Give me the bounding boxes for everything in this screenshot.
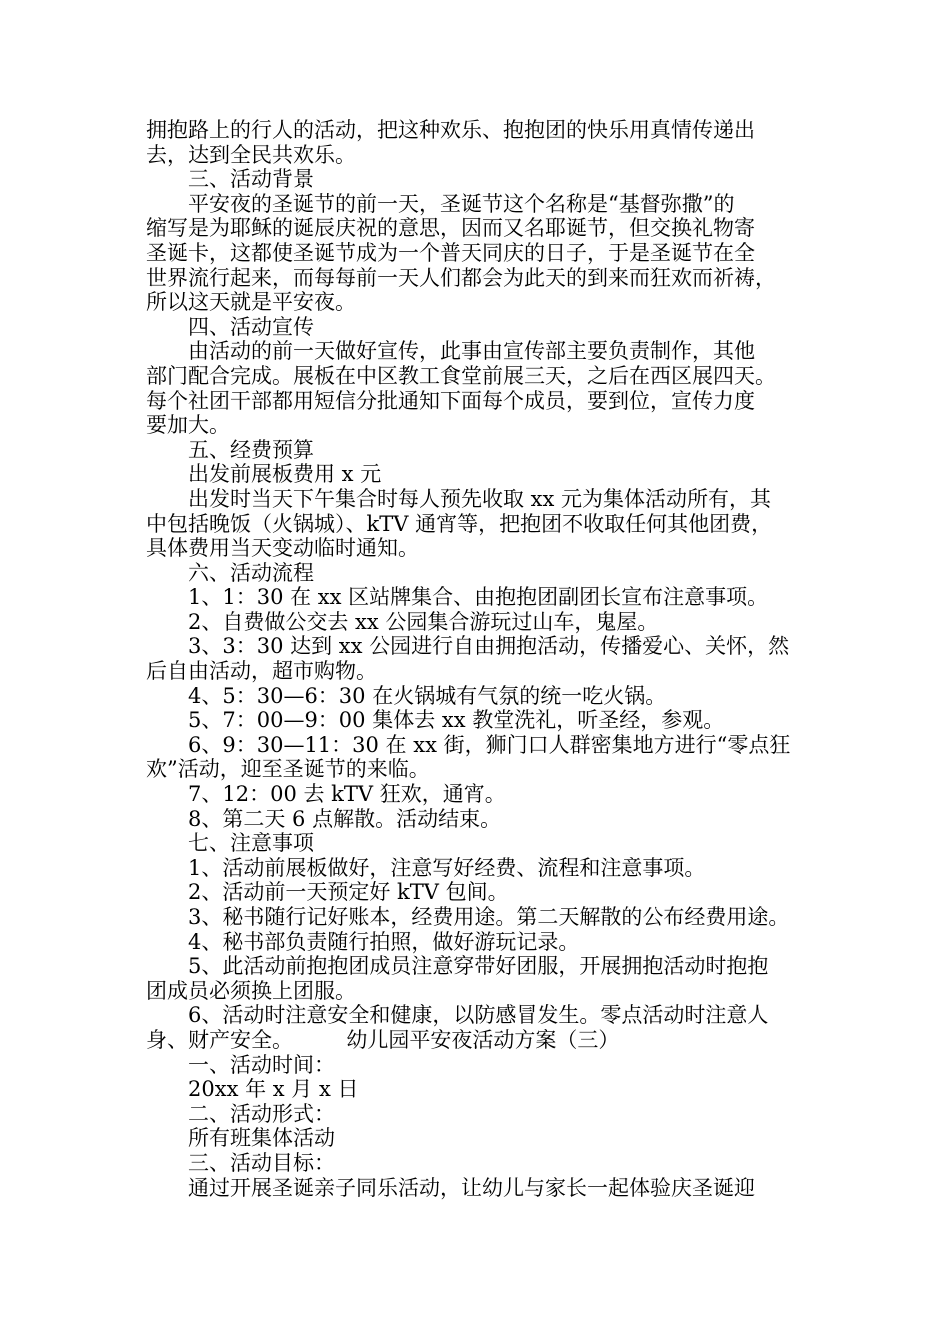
text-line: 团成员必须换上团服。 xyxy=(146,978,356,1003)
text-line: 6、9：30—11：30 在 xx 街，狮门口人群密集地方进行“零点狂 xyxy=(188,732,791,757)
text-line: 具体费用当天变动临时通知。 xyxy=(146,536,419,561)
text-line: 出发时当天下午集合时每人预先收取 xx 元为集体活动所有，其 xyxy=(188,486,772,511)
text-line: 5、此活动前抱抱团成员注意穿带好团服，开展拥抱活动时抱抱 xyxy=(188,954,769,979)
text-line: 出发前展板费用 x 元 xyxy=(188,462,382,487)
text-line: 身、财产安全。 幼儿园平安夜活动方案（三） xyxy=(146,1027,620,1052)
text-line: 去，达到全民共欢乐。 xyxy=(146,142,356,167)
text-line: 缩写是为耶稣的诞辰庆祝的意思，因而又名耶诞节，但交换礼物寄 xyxy=(146,216,755,241)
text-line: 1、1：30 在 xx 区站牌集合、由抱抱团副团长宣布注意事项。 xyxy=(188,585,769,610)
text-line: 世界流行起来，而每每前一天人们都会为此天的到来而狂欢而祈祷， xyxy=(146,265,776,290)
text-line: 20xx 年 x 月 x 日 xyxy=(188,1077,359,1102)
text-line: 部门配合完成。展板在中区教工食堂前展三天，之后在西区展四天。 xyxy=(146,363,776,388)
text-line: 所有班集体活动 xyxy=(188,1126,335,1151)
text-line: 后自由活动，超市购物。 xyxy=(146,659,377,684)
text-line: 1、活动前展板做好，注意写好经费、流程和注意事项。 xyxy=(188,855,706,880)
text-line: 六、活动流程 xyxy=(188,560,314,585)
text-line: 圣诞卡，这都使圣诞节成为一个普天同庆的日子，于是圣诞节在全 xyxy=(146,240,755,265)
text-line: 拥抱路上的行人的活动，把这种欢乐、抱抱团的快乐用真情传递出 xyxy=(146,118,755,142)
text-line: 欢”活动，迎至圣诞节的来临。 xyxy=(146,757,430,782)
text-line: 由活动的前一天做好宣传，此事由宣传部主要负责制作，其他 xyxy=(188,339,755,364)
text-line: 7、12：00 去 kTV 狂欢，通宵。 xyxy=(188,782,506,807)
text-line: 5、7：00—9：00 集体去 xx 教堂洗礼，听圣经，参观。 xyxy=(188,708,725,733)
text-line: 五、经费预算 xyxy=(188,437,314,462)
text-line: 4、秘书部负责随行拍照，做好游玩记录。 xyxy=(188,929,580,954)
text-line: 七、注意事项 xyxy=(188,831,314,856)
text-line: 3、3：30 达到 xx 公园进行自由拥抱活动，传播爱心、关怀，然 xyxy=(188,634,790,659)
text-line: 一、活动时间： xyxy=(188,1052,335,1077)
text-line: 3、秘书随行记好账本，经费用途。第二天解散的公布经费用途。 xyxy=(188,905,790,929)
text-line: 三、活动目标： xyxy=(188,1150,335,1175)
text-line: 四、活动宣传 xyxy=(188,314,314,339)
text-line: 平安夜的圣诞节的前一天，圣诞节这个名称是“基督弥撒”的 xyxy=(188,191,735,216)
text-line: 2、自费做公交去 xx 公园集合游玩过山车，鬼屋。 xyxy=(188,609,659,634)
text-line: 通过开展圣诞亲子同乐活动，让幼儿与家长一起体验庆圣诞迎 xyxy=(188,1175,755,1200)
text-line: 6、活动时注意安全和健康，以防感冒发生。零点活动时注意人 xyxy=(188,1003,769,1028)
text-line: 所以这天就是平安夜。 xyxy=(146,290,356,315)
text-line: 8、第二天 6 点解散。活动结束。 xyxy=(188,806,502,831)
text-line: 要加大。 xyxy=(146,413,230,438)
document-body xyxy=(146,118,826,1200)
text-line: 4、5：30—6：30 在火锅城有气氛的统一吃火锅。 xyxy=(188,683,667,708)
text-line: 二、活动形式： xyxy=(188,1101,335,1126)
text-line: 三、活动背景 xyxy=(188,167,314,192)
text-line: 每个社团干部都用短信分批通知下面每个成员，要到位，宣传力度 xyxy=(146,388,755,413)
text-line: 中包括晚饭（火锅城）、kTV 通宵等，把抱团不收取任何其他团费， xyxy=(146,511,773,536)
text-line: 2、活动前一天预定好 kTV 包间。 xyxy=(188,880,509,905)
